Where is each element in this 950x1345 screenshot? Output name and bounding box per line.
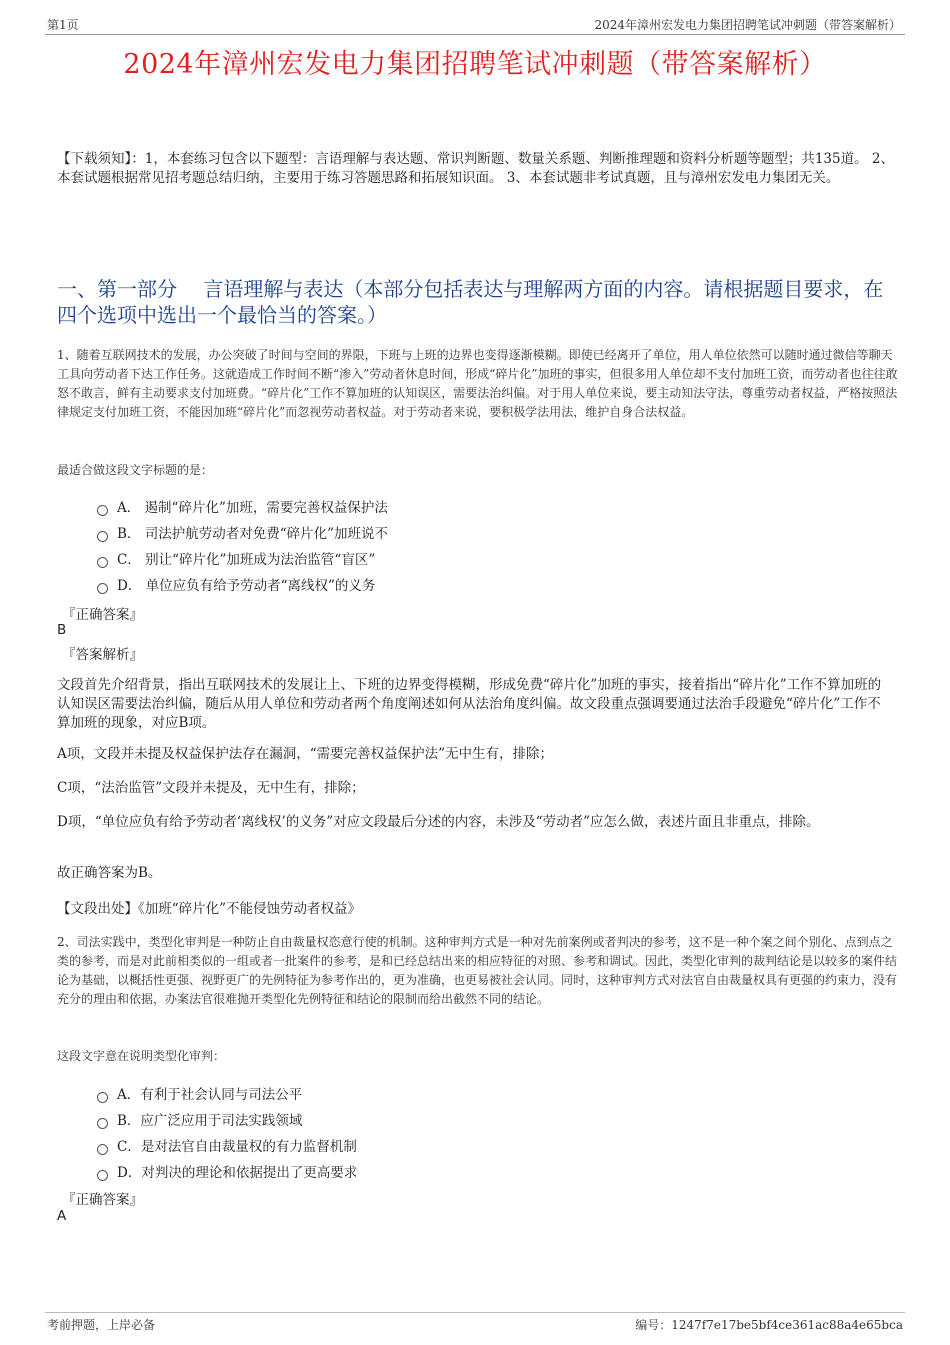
download-notice: 【下载须知】：1，本套练习包含以下题型：言语理解与表达题、常识判断题、数量关系题、判断推理题和资料分析题等题型；共135道。 2、本套试题根据常见招考题总结归纳，主要用于练习答题思路和拓展知识面。 3、本套试题非考试真题，且与漳州宏发电力集团无关。 xyxy=(57,151,894,186)
option-b[interactable]: B．应广泛应用于司法实践领域 xyxy=(97,1106,857,1132)
radio-icon[interactable] xyxy=(97,557,108,568)
radio-icon[interactable] xyxy=(97,583,108,594)
analysis-option-c: C项，“法治监管”文段并未提及，无中生有，排除； xyxy=(57,780,365,796)
correct-answer-label: 『正确答案』 xyxy=(62,1192,143,1208)
analysis-option-a: A项，文段并未提及权益保护法存在漏洞，“需要完善权益保护法”无中生有，排除； xyxy=(57,746,554,762)
radio-icon[interactable] xyxy=(97,505,108,516)
page-header xyxy=(45,14,905,35)
analysis-paragraph: 文段首先介绍背景，指出互联网技术的发展让上、下班的边界变得模糊，形成免费“碎片化”加班的事实，接着指出“碎片化”工作不算加班的认知误区需要法治纠偏，随后从用人单位和劳动者两个角度阐述如何从法治角度纠偏。故文段重点强调要通过法治手段避免“碎片化”工作不算加班的现象，对应B项。 xyxy=(57,677,882,731)
question-2-options xyxy=(97,1080,857,1184)
section-heading: 一、第一部分 言语理解与表达（本部分包括表达与理解两方面的内容。请根据题目要求，在四个选项中选出一个最恰当的答案。） xyxy=(57,277,884,327)
footer-slogan: 考前押题，上岸必备 xyxy=(47,1318,156,1332)
option-a[interactable]: A．有利于社会认同与司法公平 xyxy=(97,1080,857,1106)
correct-answer: A xyxy=(57,1208,67,1224)
correct-answer-label: 『正确答案』 xyxy=(62,607,143,623)
analysis-label: 『答案解析』 xyxy=(62,647,143,663)
option-d[interactable]: D．对判决的理论和依据提出了更高要求 xyxy=(97,1158,857,1184)
question-2-prompt: 这段文字意在说明类型化审判： xyxy=(57,1049,226,1063)
option-c[interactable]: C． 别让“碎片化”加班成为法治监管“盲区” xyxy=(97,545,857,571)
radio-icon[interactable] xyxy=(97,1170,108,1181)
page-footer xyxy=(45,1312,905,1333)
radio-icon[interactable] xyxy=(97,1118,108,1129)
header-doc-title: 2024年漳州宏发电力集团招聘笔试冲刺题（带答案解析） xyxy=(594,18,901,32)
option-c[interactable]: C．是对法官自由裁量权的有力监督机制 xyxy=(97,1132,857,1158)
option-a[interactable]: A． 遏制“碎片化”加班，需要完善权益保护法 xyxy=(97,493,857,519)
option-b[interactable]: B． 司法护航劳动者对免费“碎片化”加班说不 xyxy=(97,519,857,545)
question-2-stem: 2、司法实践中，类型化审判是一种防止自由裁量权恣意行使的机制。这种审判方式是一种对先前案例或者判决的参考，这不是一种个案之间个别化、点到点之类的参考，而是对此前相类似的一组或者一批案件的参考，是和已经总结出来的相应特征的对照、参考和调试。因此，类型化审判的裁判结论是以较多的案件结论为基础，以概括性更强、视野更广的先例特征为参考作出的，更为准确，也更易被社会认同。同时，这种审判方式对法官自由裁量权具有更强的约束力，没有充分的理由和依据，办案法官很难抛开类型化先例特征和结论的限制而给出截然不同的结论。 xyxy=(57,935,898,1006)
question-1-prompt: 最适合做这段文字标题的是： xyxy=(57,463,214,477)
correct-answer: B xyxy=(57,622,67,638)
radio-icon[interactable] xyxy=(97,531,108,542)
radio-icon[interactable] xyxy=(97,1092,108,1103)
option-d[interactable]: D． 单位应负有给予劳动者“离线权”的义务 xyxy=(97,571,857,597)
document-title: 2024年漳州宏发电力集团招聘笔试冲刺题（带答案解析） xyxy=(123,49,827,80)
analysis-conclusion: 故正确答案为B。 xyxy=(57,865,162,881)
document-id: 编号：1247f7e17be5bf4ce361ac88a4e65bca xyxy=(635,1318,903,1332)
analysis-option-d: D项，“单位应负有给予劳动者‘离线权’的义务”对应文段最后分述的内容，未涉及“劳动者”应怎么做，表述片面且非重点，排除。 xyxy=(57,814,820,830)
radio-icon[interactable] xyxy=(97,1144,108,1155)
question-1-stem: 1、随着互联网技术的发展，办公突破了时间与空间的界限，下班与上班的边界也变得逐渐模糊。即使已经离开了单位，用人单位依然可以随时通过微信等聊天工具向劳动者下达工作任务。这就造成工作时间不断“渗入”劳动者休息时间，形成“碎片化”加班的事实，但很多用人单位却不支付加班工资，而劳动者也往往敢怒不敢言，鲜有主动要求支付加班费。“碎片化”工作不算加班的认知误区，需要法治纠偏。对于用人单位来说，要主动知法守法，尊重劳动者权益，严格按照法律规定支付加班工资，不能因加班“碎片化”而忽视劳动者权益。对于劳动者来说，要积极学法用法，维护自身合法权益。 xyxy=(57,348,898,419)
question-1-options xyxy=(97,493,857,597)
source-citation: 【文段出处】《加班“碎片化”不能侵蚀劳动者权益》 xyxy=(57,901,362,917)
page-number: 第1页 xyxy=(47,18,79,32)
